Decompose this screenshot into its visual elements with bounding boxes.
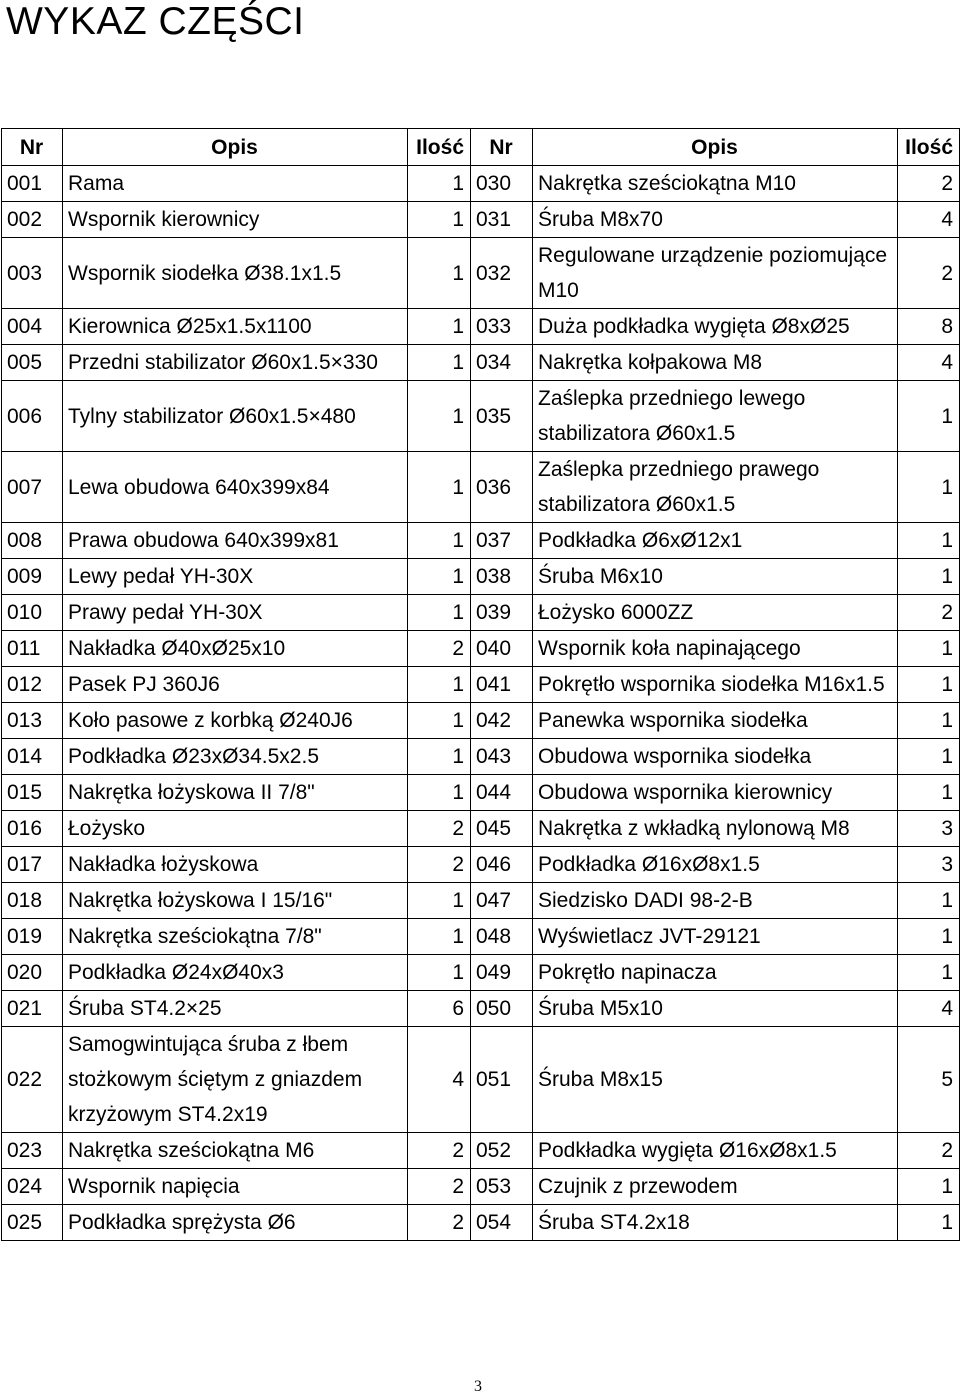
part-number-left: 010 [2,595,63,631]
table-header-row [2,129,960,166]
parts-table [1,128,960,1241]
part-quantity-left: 2 [408,847,471,883]
part-description-right: Podkładka Ø16xØ8x1.5 [533,847,898,883]
part-number-left: 005 [2,345,63,381]
part-number-left: 015 [2,775,63,811]
part-quantity-right: 2 [898,595,960,631]
part-description-right: Nakrętka z wkładką nylonową M8 [533,811,898,847]
part-number-right: 037 [471,523,533,559]
part-number-left: 011 [2,631,63,667]
part-description-right: Podkładka Ø6xØ12x1 [533,523,898,559]
part-description-left: Pasek PJ 360J6 [63,667,408,703]
part-quantity-left: 1 [408,883,471,919]
part-description-right: Śruba M6x10 [533,559,898,595]
part-description-left: Tylny stabilizator Ø60x1.5×480 [63,381,408,452]
part-quantity-left: 1 [408,202,471,238]
part-number-left: 014 [2,739,63,775]
part-number-right: 033 [471,309,533,345]
part-quantity-right: 4 [898,202,960,238]
part-number-left: 009 [2,559,63,595]
header-desc-right: Opis [533,129,898,166]
table-row [2,667,960,703]
part-number-right: 035 [471,381,533,452]
part-description-left: Śruba ST4.2×25 [63,991,408,1027]
part-number-right: 034 [471,345,533,381]
part-description-right: Zaślepka przedniego prawego stabilizatora Ø60x1.5 [533,452,898,523]
part-description-right: Siedzisko DADI 98-2-B [533,883,898,919]
part-quantity-right: 1 [898,559,960,595]
part-description-right: Obudowa wspornika kierownicy [533,775,898,811]
header-qty-right: Ilość [898,129,960,166]
part-number-right: 030 [471,166,533,202]
part-description-right: Wspornik koła napinającego [533,631,898,667]
part-number-right: 039 [471,595,533,631]
part-quantity-right: 1 [898,775,960,811]
part-description-right: Obudowa wspornika siodełka [533,739,898,775]
table-row [2,381,960,452]
part-quantity-left: 4 [408,1027,471,1133]
part-description-left: Przedni stabilizator Ø60x1.5×330 [63,345,408,381]
part-description-left: Nakładka Ø40xØ25x10 [63,631,408,667]
part-quantity-right: 3 [898,811,960,847]
part-number-left: 023 [2,1133,63,1169]
table-row [2,202,960,238]
part-quantity-right: 2 [898,1133,960,1169]
part-number-right: 043 [471,739,533,775]
part-description-right: Nakrętka sześciokątna M10 [533,166,898,202]
header-desc-left: Opis [63,129,408,166]
part-number-left: 019 [2,919,63,955]
part-description-left: Kierownica Ø25x1.5x1100 [63,309,408,345]
part-quantity-right: 1 [898,739,960,775]
table-row [2,955,960,991]
part-number-left: 018 [2,883,63,919]
part-quantity-left: 1 [408,595,471,631]
part-description-right: Śruba M5x10 [533,991,898,1027]
part-description-right: Panewka wspornika siodełka [533,703,898,739]
part-quantity-left: 1 [408,739,471,775]
part-description-right: Wyświetlacz JVT-29121 [533,919,898,955]
part-number-left: 003 [2,238,63,309]
part-quantity-left: 1 [408,559,471,595]
part-quantity-left: 2 [408,1205,471,1241]
part-quantity-left: 1 [408,667,471,703]
table-row [2,775,960,811]
table-row [2,703,960,739]
part-number-right: 051 [471,1027,533,1133]
part-quantity-right: 1 [898,883,960,919]
part-number-left: 020 [2,955,63,991]
table-row [2,1027,960,1133]
table-row [2,238,960,309]
part-quantity-left: 1 [408,919,471,955]
part-quantity-right: 1 [898,955,960,991]
table-row [2,991,960,1027]
part-number-right: 032 [471,238,533,309]
part-number-left: 006 [2,381,63,452]
part-number-right: 038 [471,559,533,595]
part-number-right: 053 [471,1169,533,1205]
part-number-left: 012 [2,667,63,703]
part-quantity-left: 2 [408,811,471,847]
part-description-right: Zaślepka przedniego lewego stabilizatora Ø60x1.5 [533,381,898,452]
header-nr-left: Nr [2,129,63,166]
part-number-right: 040 [471,631,533,667]
part-number-left: 007 [2,452,63,523]
part-description-right: Duża podkładka wygięta Ø8xØ25 [533,309,898,345]
part-number-right: 046 [471,847,533,883]
part-quantity-left: 1 [408,381,471,452]
part-number-right: 041 [471,667,533,703]
part-quantity-left: 1 [408,345,471,381]
part-quantity-right: 1 [898,452,960,523]
table-row [2,1205,960,1241]
part-quantity-right: 2 [898,238,960,309]
part-number-right: 048 [471,919,533,955]
part-description-right: Śruba ST4.2x18 [533,1205,898,1241]
part-description-left: Podkładka sprężysta Ø6 [63,1205,408,1241]
part-number-right: 050 [471,991,533,1027]
parts-body [2,166,960,1241]
page-title: WYKAZ CZĘŚCI [6,0,305,43]
table-row [2,1169,960,1205]
table-row [2,523,960,559]
part-quantity-right: 1 [898,1169,960,1205]
part-description-left: Podkładka Ø23xØ34.5x2.5 [63,739,408,775]
table-row [2,631,960,667]
part-description-left: Podkładka Ø24xØ40x3 [63,955,408,991]
part-quantity-right: 1 [898,703,960,739]
part-description-left: Nakrętka sześciokątna 7/8" [63,919,408,955]
part-number-right: 052 [471,1133,533,1169]
table-row [2,847,960,883]
part-number-right: 047 [471,883,533,919]
part-quantity-right: 1 [898,919,960,955]
part-description-right: Śruba M8x15 [533,1027,898,1133]
part-quantity-left: 1 [408,955,471,991]
part-quantity-right: 1 [898,381,960,452]
part-number-right: 054 [471,1205,533,1241]
part-number-left: 004 [2,309,63,345]
part-number-left: 017 [2,847,63,883]
table-row [2,309,960,345]
table-row [2,1133,960,1169]
part-description-right: Pokrętło napinacza [533,955,898,991]
part-number-right: 049 [471,955,533,991]
part-description-left: Nakładka łożyskowa [63,847,408,883]
part-quantity-right: 1 [898,631,960,667]
part-description-left: Nakrętka sześciokątna M6 [63,1133,408,1169]
part-description-right: Czujnik z przewodem [533,1169,898,1205]
part-number-right: 036 [471,452,533,523]
part-quantity-right: 3 [898,847,960,883]
part-number-right: 045 [471,811,533,847]
part-quantity-left: 1 [408,452,471,523]
table-row [2,559,960,595]
part-number-right: 044 [471,775,533,811]
part-quantity-right: 2 [898,166,960,202]
header-nr-right: Nr [471,129,533,166]
part-quantity-left: 1 [408,523,471,559]
table-row [2,919,960,955]
part-description-right: Nakrętka kołpakowa M8 [533,345,898,381]
part-quantity-right: 8 [898,309,960,345]
part-number-left: 022 [2,1027,63,1133]
part-quantity-left: 1 [408,775,471,811]
part-description-left: Lewa obudowa 640x399x84 [63,452,408,523]
table-row [2,883,960,919]
part-number-left: 024 [2,1169,63,1205]
part-description-right: Podkładka wygięta Ø16xØ8x1.5 [533,1133,898,1169]
part-description-left: Wspornik napięcia [63,1169,408,1205]
part-description-right: Śruba M8x70 [533,202,898,238]
part-description-left: Prawa obudowa 640x399x81 [63,523,408,559]
table-row [2,166,960,202]
part-description-left: Rama [63,166,408,202]
part-number-left: 021 [2,991,63,1027]
table-row [2,739,960,775]
part-description-right: Pokrętło wspornika siodełka M16x1.5 [533,667,898,703]
part-description-right: Regulowane urządzenie poziomujące M10 [533,238,898,309]
part-quantity-right: 1 [898,667,960,703]
table-row [2,811,960,847]
part-description-right: Łożysko 6000ZZ [533,595,898,631]
table-row [2,345,960,381]
part-number-right: 031 [471,202,533,238]
part-quantity-right: 4 [898,991,960,1027]
part-quantity-left: 1 [408,309,471,345]
part-quantity-right: 5 [898,1027,960,1133]
table-row [2,452,960,523]
part-quantity-left: 6 [408,991,471,1027]
part-quantity-left: 2 [408,631,471,667]
part-number-left: 013 [2,703,63,739]
part-quantity-left: 1 [408,166,471,202]
part-number-left: 002 [2,202,63,238]
part-quantity-left: 2 [408,1133,471,1169]
part-number-right: 042 [471,703,533,739]
part-description-left: Samogwintująca śruba z łbem stożkowym ściętym z gniazdem krzyżowym ST4.2x19 [63,1027,408,1133]
part-description-left: Wspornik kierownicy [63,202,408,238]
page-number: 3 [474,1378,482,1395]
part-number-left: 016 [2,811,63,847]
part-description-left: Łożysko [63,811,408,847]
part-description-left: Prawy pedał YH-30X [63,595,408,631]
part-number-left: 008 [2,523,63,559]
part-quantity-left: 1 [408,238,471,309]
part-quantity-right: 4 [898,345,960,381]
part-quantity-left: 1 [408,703,471,739]
part-description-left: Nakrętka łożyskowa I 15/16" [63,883,408,919]
part-quantity-right: 1 [898,1205,960,1241]
part-description-left: Lewy pedał YH-30X [63,559,408,595]
part-quantity-right: 1 [898,523,960,559]
part-description-left: Wspornik siodełka Ø38.1x1.5 [63,238,408,309]
part-number-left: 001 [2,166,63,202]
part-description-left: Koło pasowe z korbką Ø240J6 [63,703,408,739]
part-description-left: Nakrętka łożyskowa II 7/8" [63,775,408,811]
part-number-left: 025 [2,1205,63,1241]
part-quantity-left: 2 [408,1169,471,1205]
table-row [2,595,960,631]
header-qty-left: Ilość [408,129,471,166]
